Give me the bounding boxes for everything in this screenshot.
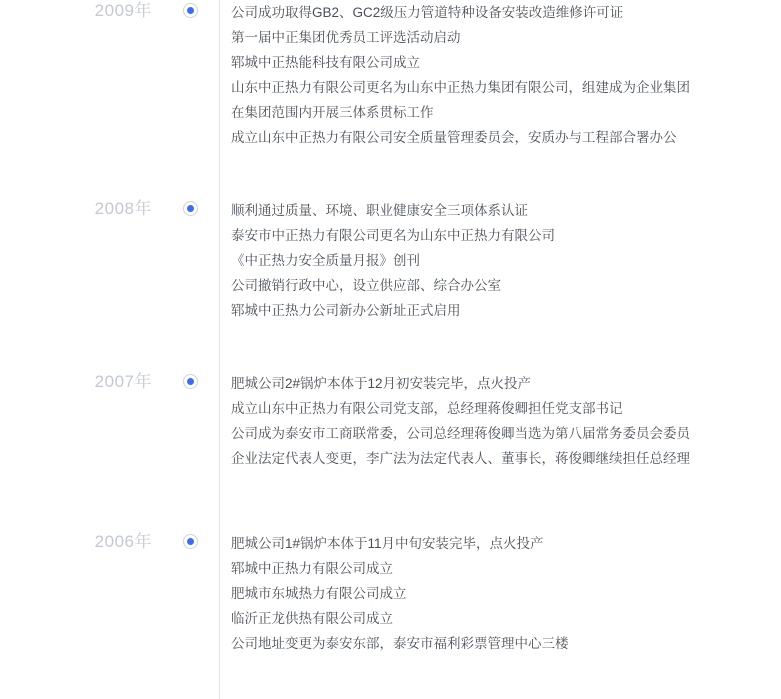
- timeline-dot-icon: [183, 534, 198, 549]
- timeline-event-item: 在集团范围内开展三体系贯标工作: [231, 105, 434, 120]
- timeline-entry: [0, 150, 781, 323]
- timeline-event-item: 郓城中正热力有限公司成立: [231, 561, 393, 576]
- timeline-event-item: 企业法定代表人变更，李广法为法定代表人、董事长，蒋俊卿继续担任总经理: [231, 451, 690, 466]
- timeline-event-item: 郓城中正热力公司新办公新址正式启用: [231, 303, 461, 318]
- timeline-event-item: 肥城公司1#锅炉本体于11月中旬安装完毕，点火投产: [231, 536, 544, 551]
- timeline-dot-icon: [183, 374, 198, 389]
- timeline-event-list: [210, 371, 781, 471]
- timeline-event-list: [210, 531, 781, 656]
- timeline-dot-icon: [183, 3, 198, 18]
- timeline-year-label: 2008年: [94, 199, 152, 218]
- timeline-event-item: 成立山东中正热力有限公司党支部，总经理蒋俊卿担任党支部书记: [231, 401, 623, 416]
- timeline-event-list: [210, 0, 781, 150]
- timeline-event-item: 郓城中正热能科技有限公司成立: [231, 55, 420, 70]
- timeline-event-item: 肥城市东城热力有限公司成立: [231, 586, 407, 601]
- timeline-event-item: 公司成为泰安市工商联常委，公司总经理蒋俊卿当选为第八届常务委员会委员: [231, 426, 690, 441]
- timeline-entry: [0, 0, 781, 150]
- timeline-event-item: 泰安市中正热力有限公司更名为山东中正热力有限公司: [231, 228, 555, 243]
- timeline-event-item: 山东中正热力有限公司更名为山东中正热力集团有限公司，组建成为企业集团: [231, 80, 690, 95]
- timeline-entry: [0, 323, 781, 471]
- timeline-event-item: 第一届中正集团优秀员工评选活动启动: [231, 30, 461, 45]
- timeline-event-item: 公司撤销行政中心，设立供应部、综合办公室: [231, 278, 501, 293]
- timeline-year-label: 2009年: [94, 1, 152, 20]
- timeline-year-label: 2007年: [94, 372, 152, 391]
- timeline-event-item: 《中正热力安全质量月报》创刊: [231, 253, 420, 268]
- timeline-event-item: 公司成功取得GB2、GC2级压力管道特种设备安装改造维修许可证: [231, 5, 624, 20]
- timeline-event-item: 公司地址变更为泰安东部，泰安市福利彩票管理中心三楼: [231, 636, 569, 651]
- timeline-entry: [0, 471, 781, 656]
- timeline-event-list: [210, 198, 781, 323]
- timeline-dot-icon: [183, 201, 198, 216]
- timeline-event-item: 肥城公司2#锅炉本体于12月初安装完毕，点火投产: [231, 376, 532, 391]
- timeline-event-item: 成立山东中正热力有限公司安全质量管理委员会，安质办与工程部合署办公: [231, 130, 677, 145]
- timeline-year-label: 2006年: [94, 532, 152, 551]
- timeline-event-item: 临沂正龙供热有限公司成立: [231, 611, 393, 626]
- timeline-event-item: 顺利通过质量、环境、职业健康安全三项体系认证: [231, 203, 528, 218]
